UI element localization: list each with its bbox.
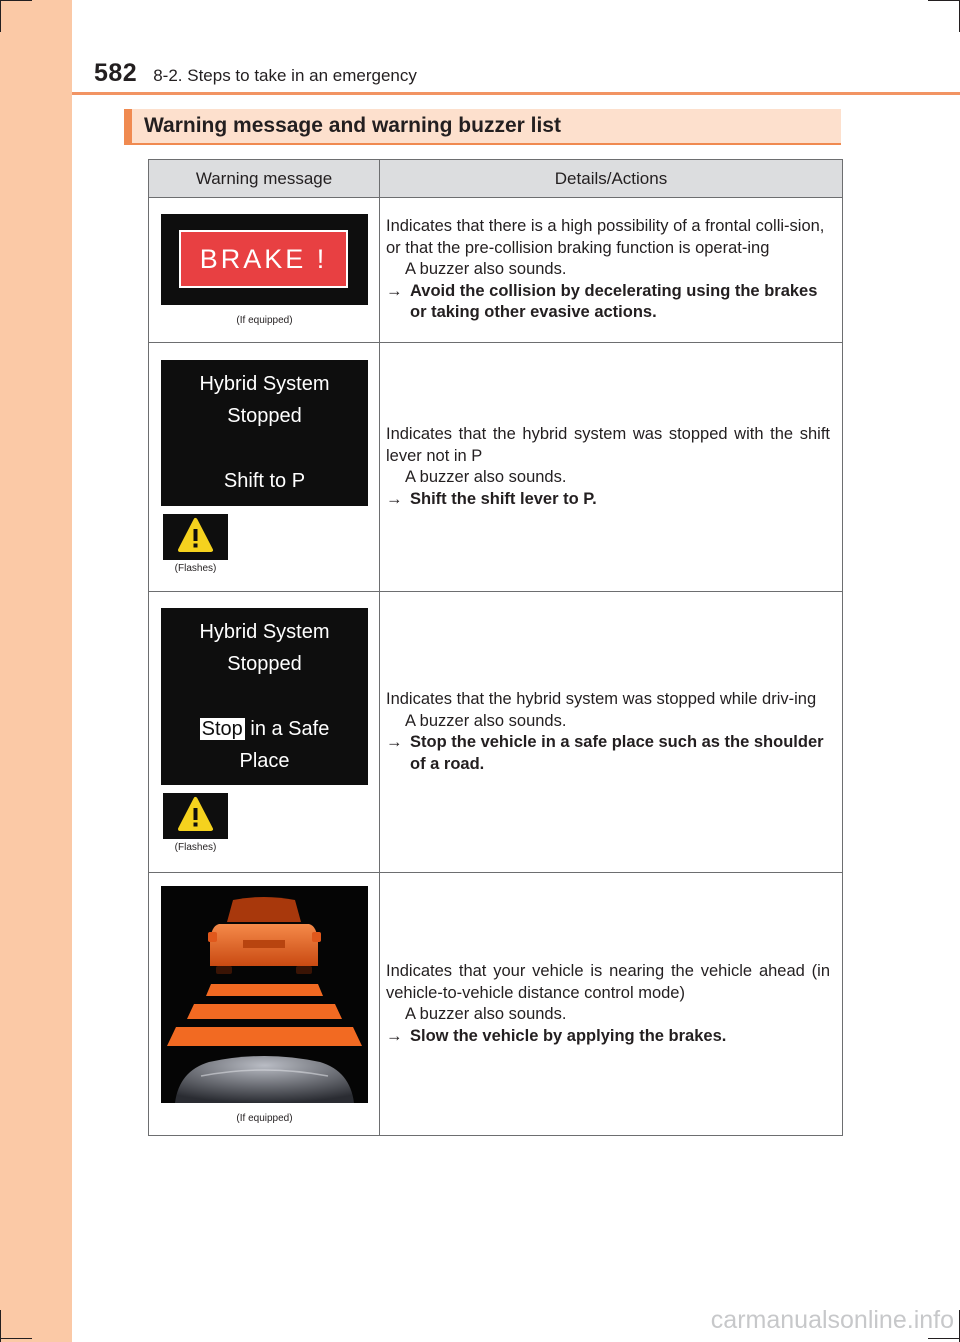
warning-image-cell [149, 592, 380, 873]
hybrid-stopped-display [161, 360, 368, 506]
crop-mark [928, 1338, 960, 1339]
vehicle-approach-icon [161, 886, 368, 1103]
buzzer-text: A buzzer also sounds. [405, 1005, 567, 1023]
table-row [149, 592, 843, 873]
table-header-row [149, 160, 843, 198]
action-text [386, 732, 830, 775]
action-label: Avoid the collision by decelerating using the brakes or taking other evasive actions. [410, 281, 818, 322]
description-text: Indicates that there is a high possibility of a frontal colli-sion, or that the pre-collision braking function is operat-ing [386, 217, 825, 257]
page-header [94, 56, 417, 88]
display-line-rest: in a Safe [244, 718, 330, 740]
warning-triangle-icon [163, 793, 228, 839]
buzzer-text: A buzzer also sounds. [405, 468, 567, 486]
description-text: Indicates that the hybrid system was stopped with the shift lever not in P [386, 425, 830, 465]
image-caption: (Flashes) [174, 842, 217, 853]
action-text [386, 281, 830, 324]
table-row [149, 343, 843, 592]
details-cell [380, 198, 843, 343]
arrow-icon: → [386, 281, 403, 300]
page-number: 582 [94, 59, 138, 87]
arrow-icon: → [386, 1026, 403, 1045]
display-line: Shift to P [223, 470, 306, 492]
header-rule [72, 92, 960, 95]
table-row [149, 198, 843, 343]
details-cell [380, 592, 843, 873]
image-caption: (If equipped) [236, 1113, 293, 1124]
action-label: Slow the vehicle by applying the brakes. [410, 1026, 727, 1045]
brake-warning-display [161, 214, 368, 305]
image-caption: (Flashes) [174, 563, 217, 574]
column-header-warning-message: Warning message [149, 160, 380, 198]
section-title-text: Warning message and warning buzzer list [144, 114, 561, 137]
column-header-details-actions: Details/Actions [380, 160, 843, 198]
display-line: Place [239, 750, 290, 772]
action-label: Stop the vehicle in a safe place such as the shoulder of a road. [410, 733, 824, 773]
description-text: Indicates that your vehicle is nearing the vehicle ahead (in vehicle-to-vehicle distance control mode) [386, 962, 830, 1002]
vehicle-approach-display [161, 886, 368, 1103]
chapter-title: 8-2. Steps to take in an emergency [153, 66, 417, 85]
hybrid-stopped-safe-display [161, 608, 368, 785]
action-text [386, 489, 830, 511]
warning-table [148, 159, 843, 1136]
crop-mark [0, 1338, 32, 1339]
table-row [149, 873, 843, 1136]
image-caption: (If equipped) [236, 315, 293, 326]
display-line: Stopped [227, 405, 302, 427]
side-strip [0, 0, 72, 1342]
display-line: Hybrid System [199, 621, 330, 643]
crop-mark [928, 0, 960, 1]
buzzer-text: A buzzer also sounds. [405, 260, 567, 279]
warning-image-cell [149, 198, 380, 343]
arrow-icon: → [386, 733, 403, 751]
display-line: Stopped [227, 653, 302, 675]
brake-label: BRAKE ! [199, 243, 328, 274]
description-text: Indicates that the hybrid system was stopped while driv-ing [386, 690, 817, 708]
warning-image-cell [149, 343, 380, 592]
details-cell [380, 343, 843, 592]
warning-triangle-icon [163, 514, 228, 560]
brake-label-box [179, 230, 348, 288]
buzzer-text: A buzzer also sounds. [405, 711, 567, 730]
action-text [386, 1026, 830, 1048]
display-line: Hybrid System [199, 373, 330, 395]
crop-mark [0, 0, 1, 32]
watermark: carmanualsonline.info [710, 1306, 954, 1334]
action-label: Shift the shift lever to P. [410, 489, 597, 508]
crop-mark [0, 0, 32, 1]
section-title [124, 109, 841, 145]
arrow-icon: → [386, 489, 403, 508]
details-cell [380, 873, 843, 1136]
display-highlight: Stop [201, 718, 243, 740]
warning-image-cell [149, 873, 380, 1136]
display-line [161, 718, 368, 741]
